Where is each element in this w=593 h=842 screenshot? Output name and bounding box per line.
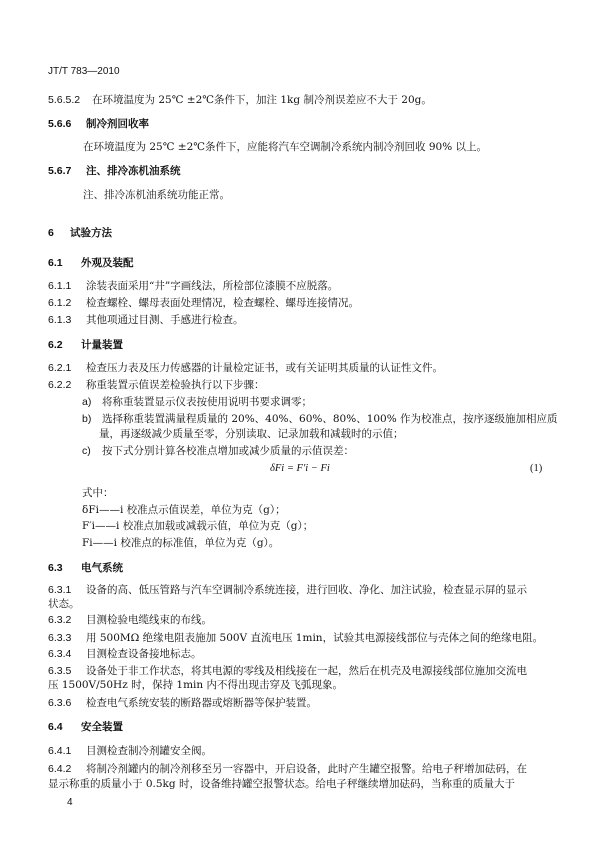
clause-number: b)	[82, 413, 92, 425]
clause-number: 6.2.2	[48, 379, 72, 391]
text-line	[83, 141, 487, 154]
text-line	[82, 504, 286, 517]
page-number: 4	[67, 797, 73, 808]
clause-text: 注、排冷冻机油系统	[86, 165, 181, 177]
clause-text: 用 500MΩ 绝缘电阻表施加 500V 直流电压 1min，试验其电源接线部位与壳体之间的绝缘电阻。	[86, 632, 544, 644]
clause-number: 6.1.1	[48, 280, 72, 292]
text-line	[82, 520, 313, 533]
clause-text: 在环境温度为 25℃ ±2℃条件下，加注 1kg 制冷剂误差应不大于 20g。	[92, 94, 432, 106]
text-line	[48, 665, 527, 678]
clause-number: 6.3	[48, 562, 63, 574]
text-line	[48, 697, 317, 710]
text-line	[82, 413, 558, 426]
clause-number: 6.4	[48, 721, 63, 733]
text-line	[48, 379, 265, 392]
clause-number: 6.3.3	[48, 632, 72, 644]
clause-text: 涂装表面采用“井”字画线法，所检部位漆膜不应脱落。	[86, 280, 339, 292]
clause-number: 6.4.2	[48, 763, 72, 775]
clause-text: 检查螺栓、螺母表面处理情况，检查螺栓、螺母连接情况。	[86, 297, 359, 309]
text-line	[82, 445, 354, 458]
clause-number: 6.2	[48, 339, 63, 351]
clause-text: 设备的高、低压管路与汽车空调制冷系统连接，进行回收、净化、加注试验，检查显示屏的显示	[86, 584, 527, 596]
clause-text: 制冷剂回收率	[86, 118, 149, 130]
text-line	[48, 118, 149, 131]
clause-number: 6.3.4	[48, 648, 72, 660]
clause-number: 6.3.5	[48, 665, 72, 677]
clause-text: 注、排冷冻机油系统功能正常。	[83, 189, 230, 201]
formula: δFi = F′i − Fi	[270, 463, 330, 474]
text-line	[48, 763, 527, 776]
clause-text: 检查压力表及压力传感器的计量检定证书，或有关证明其质量的认证性文件。	[86, 362, 443, 374]
text-line	[48, 165, 181, 178]
clause-text: 按下式分别计算各校准点增加或减少质量的示值误差：	[102, 445, 354, 457]
clause-number: a)	[82, 396, 92, 408]
text-line	[83, 189, 230, 202]
clause-number: 6.4.1	[48, 745, 72, 757]
clause-text: 称重装置示值误差检验执行以下步骤：	[86, 379, 265, 391]
clause-text: 选择称重装置满量程质量的 20%、40%、60%、80%、100% 作为校准点，按序逐级施加相应质	[102, 413, 558, 425]
clause-text: 将称重装置显示仪表按使用说明书要求调零；	[102, 396, 312, 408]
text-line	[48, 362, 443, 375]
clause-text: 计量装置	[81, 339, 123, 351]
text-line	[48, 598, 80, 611]
clause-text: F′i——i 校准点加载或减载示值，单位为克（g）；	[82, 520, 314, 532]
clause-number: 6.3.6	[48, 697, 72, 709]
text-line	[48, 280, 338, 293]
clause-number: 6.2.1	[48, 362, 72, 374]
clause-text: 目测检验电缆线束的布线。	[86, 614, 212, 626]
text-line	[48, 314, 244, 327]
text-line	[48, 745, 212, 758]
clause-text: 量，再逐级减少质量至零，分别读取、记录加载和减载时的示值；	[99, 428, 404, 440]
text-line	[48, 632, 543, 645]
clause-text: 将制冷剂罐内的制冷剂移至另一容器中，开启设备，此时产生罐空报警。给电子秤增加砝码，在	[86, 763, 527, 775]
text-line	[82, 537, 279, 550]
text-line	[48, 297, 359, 310]
text-line	[48, 94, 432, 107]
text-line	[48, 227, 112, 240]
clause-text: 式中：	[82, 487, 114, 499]
text-line	[99, 428, 404, 441]
clause-number: 5.6.5.2	[48, 94, 81, 106]
clause-text: 其他项通过目测、手感进行检查。	[86, 314, 244, 326]
clause-number: c)	[82, 445, 91, 457]
text-line	[48, 614, 212, 627]
text-line	[82, 396, 312, 409]
text-line	[48, 584, 527, 597]
clause-text: δFi——i 校准点示值误差，单位为克（g）；	[82, 504, 286, 516]
clause-text: 在环境温度为 25℃ ±2℃条件下，应能将汽车空调制冷系统内制冷剂回收 90% 以上。	[83, 141, 488, 153]
text-line	[48, 562, 123, 575]
clause-text: 电气系统	[81, 562, 123, 574]
clause-number: 6.1	[48, 257, 63, 269]
clause-text: 安全装置	[81, 721, 123, 733]
text-line	[48, 778, 515, 791]
clause-number: 6	[48, 227, 54, 239]
clause-number: 6.1.3	[48, 314, 72, 326]
clause-text: 目测检查设备接地标志。	[86, 648, 202, 660]
text-line	[48, 721, 123, 734]
clause-text: 状态。	[48, 598, 80, 610]
equation-number: (1)	[530, 463, 543, 474]
document-id: JT/T 783—2010	[48, 66, 120, 77]
clause-text: 压 1500V/50Hz 时，保持 1min 内不得出现击穿及飞弧现象。	[48, 679, 343, 691]
text-line	[82, 487, 114, 500]
clause-text: 外观及装配	[81, 257, 134, 269]
text-line	[48, 648, 202, 661]
clause-text: 检查电气系统安装的断路器或熔断器等保护装置。	[86, 697, 317, 709]
clause-text: 试验方法	[70, 227, 112, 239]
clause-text: 目测检查制冷剂罐安全阀。	[86, 745, 212, 757]
text-line	[48, 339, 123, 352]
text-line	[48, 679, 343, 692]
clause-number: 6.3.1	[48, 584, 72, 596]
clause-text: 设备处于非工作状态，将其电源的零线及相线接在一起，然后在机壳及电源接线部位施加交流电	[86, 665, 527, 677]
clause-number: 5.6.7	[48, 165, 72, 177]
clause-text: Fi——i 校准点的标准值，单位为克（g）。	[82, 537, 280, 549]
clause-number: 6.3.2	[48, 614, 72, 626]
clause-number: 6.1.2	[48, 297, 72, 309]
text-line	[48, 257, 134, 270]
clause-text: 显示称重的质量小于 0.5kg 时，设备维持罐空报警状态。给电子秤继续增加砝码，当称重的质量大于	[48, 778, 515, 790]
clause-number: 5.6.6	[48, 118, 72, 130]
